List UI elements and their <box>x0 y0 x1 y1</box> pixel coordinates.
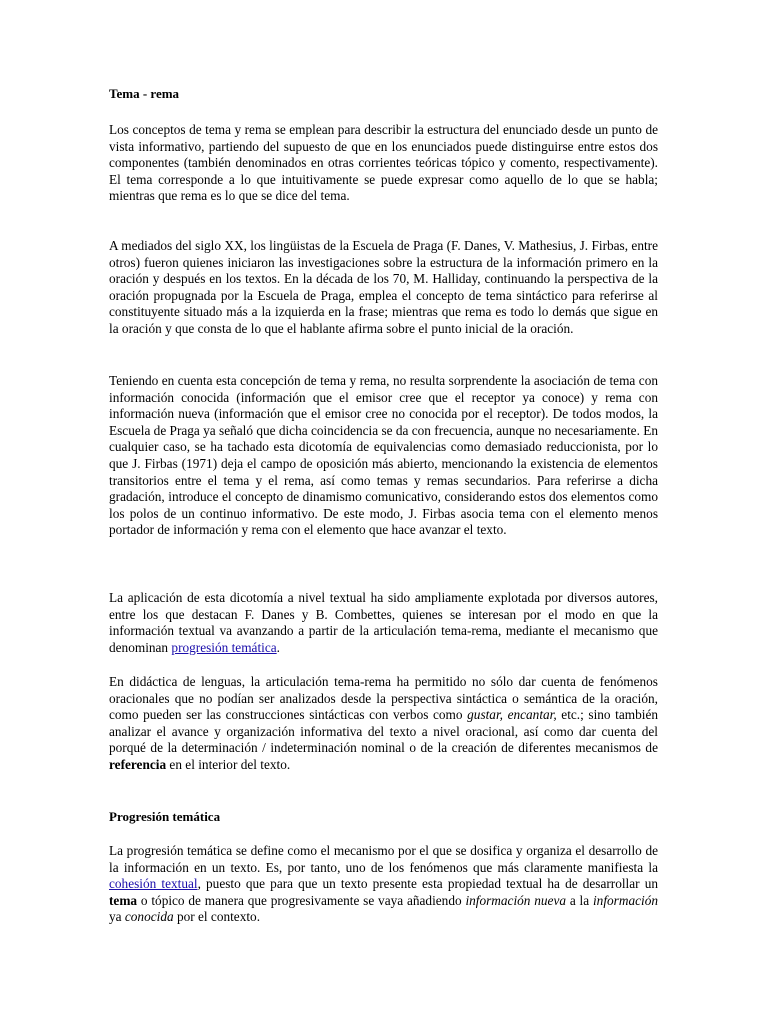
italic-informacion-nueva: información nueva <box>465 892 567 908</box>
section-heading-progresion-tematica: Progresión temática <box>109 809 221 824</box>
paragraph-6: La progresión temática se define como el mecanismo por el que se dosifica y organiza el desarrollo de la información en un texto. Es, por tanto, uno de los fenómenos que más claramente manifiesta la cohesión textual, puesto que para que un texto presente esta propiedad textual ha de desarrollar un tema o tópico de manera que progresivamente se vaya añadiendo información nueva a la información ya conocida por el contexto. <box>109 843 659 925</box>
section-heading-tema-rema: Tema - rema <box>109 86 180 101</box>
paragraph-5: En didáctica de lenguas, la articulación tema-rema ha permitido no sólo dar cuenta de fenómenos oracionales que no podían ser analizados desde la perspectiva sintáctica o semántica de la oración, como pueden ser las construcciones sintácticas con verbos como gustar, encantar, etc.; sino también analizar el avance y organización informativa del texto a nivel oracional, así como dar cuenta del porqué de la determinación / indeterminación nominal o de la creación de diferentes mecanismos de referencia en el interior del texto. <box>109 674 658 772</box>
italic-informacion: información <box>592 892 658 908</box>
bold-referencia: referencia <box>109 756 167 772</box>
link-cohesion-textual[interactable]: cohesión textual <box>109 876 198 892</box>
link-progresion-tematica[interactable]: progresión temática <box>171 639 277 655</box>
italic-conocida: conocida <box>124 909 174 925</box>
paragraph-2: A mediados del siglo XX, los lingüistas de la Escuela de Praga (F. Danes, V. Mathesius, J. Firbas, entre otros) fueron quienes iniciaron las investigaciones sobre la estructura de la información primero en la oración y después en los textos. En la década de los 70, M. Halliday, continuando la perspectiva de la oración propugnada por la Escuela de Praga, emplea el concepto de tema sintáctico para referirse al constituyente situado más a la izquierda en la frase; mientras que rema es todo lo demás que sigue en la oración y que consta de lo que el hablante afirma sobre el punto inicial de la oración. <box>109 238 658 336</box>
paragraph-4: La aplicación de esta dicotomía a nivel textual ha sido ampliamente explotada por diversos autores, entre los que destacan F. Danes y B. Combettes, quienes se interesan por el modo en que la información textual va avanzando a partir de la articulación tema-rema, mediante el mecanismo que denominan progresión temática. <box>109 590 658 655</box>
paragraph-3: Teniendo en cuenta esta concepción de tema y rema, no resulta sorprendente la asociación de tema con información conocida (información que el emisor cree que el receptor ya conoce) y rema con información nueva (información que el emisor cree no conocida por el receptor). De todos modos, la Escuela de Praga ya señaló que dicha coincidencia se da con frecuencia, aunque no necesariamente. En cualquier caso, se ha tachado esta dicotomía de equivalencias como demasiado reduccionista, por lo que J. Firbas (1971) deja el campo de oposición más abierto, mencionando la existencia de elementos transitorios entre el tema y el rema, así como temas y remas secundarios. Para referirse a dicha gradación, introduce el concepto de dinamismo comunicativo, considerando estos dos elementos como los polos de un continuo informativo. De este modo, J. Firbas asocia tema con el elemento menos portador de información y rema con el elemento que hace avanzar el texto. <box>109 373 658 538</box>
paragraph-1: Los conceptos de tema y rema se emplean para describir la estructura del enunciado desde un punto de vista informativo, partiendo del supuesto de que en los enunciados puede distinguirse entre estos dos componentes (también denominados en otras corrientes teóricas tópico y comento, respectivamente). El tema corresponde a lo que intuitivamente se puede expresar como aquello de lo que se habla; mientras que rema es lo que se dice del tema. <box>109 122 658 204</box>
bold-tema: tema <box>109 892 138 908</box>
italic-verbs: gustar, encantar, <box>467 707 557 723</box>
